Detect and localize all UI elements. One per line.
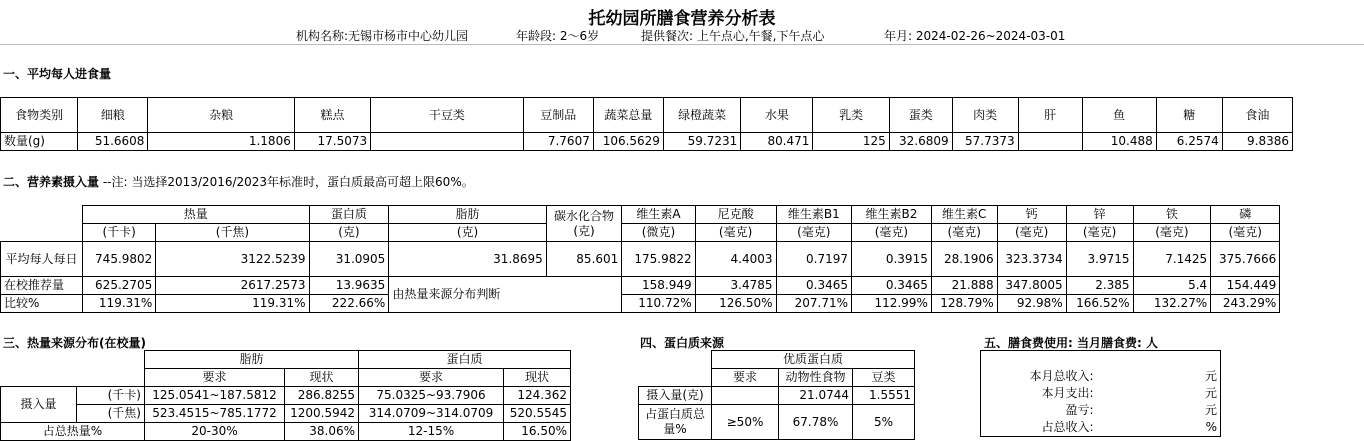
ps-intake-label: 摄入量(克) (639, 387, 712, 405)
fee-pct-value: % (1097, 419, 1221, 437)
ps-animal-header: 动物性食物 (779, 369, 853, 387)
nutrient-unit-2: (毫克) (776, 224, 852, 242)
avg-row-label: 平均每人每日 (1, 242, 83, 277)
heat-header: 热量 (82, 206, 309, 224)
nutrient-unit-0: (微克) (622, 224, 695, 242)
cmp-n-6: 166.52% (1066, 295, 1133, 313)
food-col-8: 乳类 (813, 98, 889, 133)
food-val-11 (1018, 133, 1082, 151)
heat-source-table (0, 350, 571, 441)
rec-n-1: 3.4785 (695, 277, 776, 295)
ps-req-header: 要求 (712, 369, 779, 387)
hs-pro-cur-header: 现状 (504, 369, 571, 387)
fee-expense-value: 元 (1097, 385, 1221, 402)
cmp-n-3: 112.99% (852, 295, 932, 313)
ps-intake-req (712, 387, 779, 405)
rec-n-8: 154.449 (1211, 277, 1280, 295)
divider (0, 44, 1364, 45)
food-col-3: 干豆类 (371, 98, 524, 133)
rec-protein: 13.9635 (309, 277, 389, 295)
fee-expense-label: 本月支出: (981, 385, 1097, 402)
food-col-14: 食油 (1222, 98, 1292, 133)
hs-fat-header: 脂肪 (145, 351, 359, 369)
rec-kj: 2617.2573 (156, 277, 309, 295)
avg-fat: 31.8695 (389, 242, 546, 277)
food-val-8: 125 (813, 133, 889, 151)
fee-income-label: 本月总收入: (981, 368, 1097, 385)
hs-kcal-unit: (千卡) (77, 387, 145, 405)
rec-n-4: 21.888 (931, 277, 997, 295)
section5-title: 五、膳食费使用: 当月膳食费: 人 (984, 336, 1158, 350)
food-col-12: 鱼 (1082, 98, 1156, 133)
nutrient-name-8: 磷 (1211, 206, 1280, 224)
food-col-5: 蔬菜总量 (593, 98, 663, 133)
fee-income-value: 元 (1097, 368, 1221, 385)
cmp-kj: 119.31% (156, 295, 309, 313)
ps-bean-header: 豆类 (853, 369, 915, 387)
heat-source-corner (1, 351, 145, 387)
food-val-4: 7.7607 (523, 133, 593, 151)
avg-n-5: 323.3734 (997, 242, 1066, 277)
avg-n-3: 0.3915 (852, 242, 932, 277)
avg-n-0: 175.9822 (622, 242, 695, 277)
hs-kj-unit: (千焦) (77, 405, 145, 423)
fee-balance-label: 盈亏: (981, 402, 1097, 419)
nutrient-unit-3: (毫克) (852, 224, 932, 242)
avg-carb: 85.601 (546, 242, 622, 277)
nutrient-unit-5: (毫克) (997, 224, 1066, 242)
food-col-7: 水果 (741, 98, 813, 133)
kcal-unit: (千卡) (82, 224, 155, 242)
hs-kcal-pro-cur: 124.362 (504, 387, 571, 405)
avg-n-7: 7.1425 (1133, 242, 1211, 277)
nutrient-name-7: 铁 (1133, 206, 1211, 224)
fat-header: 脂肪 (389, 206, 546, 224)
food-col-11: 肝 (1018, 98, 1082, 133)
carb-header: 碳水化合物(克) (546, 206, 622, 242)
food-val-5: 106.5629 (593, 133, 663, 151)
avg-kcal: 745.9802 (82, 242, 155, 277)
section2-note: --注: 当选择2013/2016/2023年标准时，蛋白质最高可超上限60%。 (99, 175, 474, 189)
protein-unit: (克) (309, 224, 389, 242)
nutrient-name-2: 维生素B1 (776, 206, 852, 224)
fat-note: 由热量来源分布判断 (389, 277, 622, 313)
section4-title: 四、蛋白质来源 (640, 336, 725, 350)
nutrient-name-5: 钙 (997, 206, 1066, 224)
hs-pct-pro-req: 12-15% (359, 423, 504, 441)
food-amount-label: 数量(g) (1, 133, 78, 151)
food-val-6: 59.7231 (663, 133, 740, 151)
hs-fat-req-header: 要求 (145, 369, 285, 387)
meal-fee-table (980, 350, 1221, 437)
food-val-0: 51.6608 (78, 133, 148, 151)
food-val-13: 6.2574 (1156, 133, 1222, 151)
cmp-n-8: 243.29% (1211, 295, 1280, 313)
food-val-1: 1.1806 (148, 133, 294, 151)
rec-n-0: 158.949 (622, 277, 695, 295)
fee-blank (981, 351, 1221, 369)
fat-unit: (克) (389, 224, 546, 242)
food-col-13: 糖 (1156, 98, 1222, 133)
cmp-row-label: 比较% (1, 295, 83, 313)
nutrient-name-1: 尼克酸 (695, 206, 776, 224)
age-range: 年龄段: 2～6岁 (516, 29, 600, 43)
ps-pct-req: ≥50% (712, 405, 779, 440)
cmp-n-4: 128.79% (931, 295, 997, 313)
ps-corner (639, 351, 712, 387)
nutrient-unit-1: (毫克) (695, 224, 776, 242)
nutrient-name-0: 维生素A (622, 206, 695, 224)
hs-pct-label: 占总热量% (1, 423, 145, 441)
food-category-header: 食物类别 (1, 98, 78, 133)
fee-balance-value: 元 (1097, 402, 1221, 419)
hs-fat-cur-header: 现状 (285, 369, 359, 387)
food-val-10: 57.7373 (952, 133, 1018, 151)
ps-pct-animal: 67.78% (779, 405, 853, 440)
protein-header: 蛋白质 (309, 206, 389, 224)
food-val-3 (371, 133, 524, 151)
hs-pct-fat-cur: 38.06% (285, 423, 359, 441)
food-col-6: 绿橙蔬菜 (663, 98, 740, 133)
food-col-2: 糕点 (294, 98, 370, 133)
avg-n-8: 375.7666 (1211, 242, 1280, 277)
hs-kj-fat-cur: 1200.5942 (285, 405, 359, 423)
avg-n-6: 3.9715 (1066, 242, 1133, 277)
nutrient-unit-6: (毫克) (1066, 224, 1133, 242)
food-val-7: 80.471 (741, 133, 813, 151)
hs-kj-pro-req: 314.0709~314.0709 (359, 405, 504, 423)
food-col-9: 蛋类 (889, 98, 952, 133)
ps-quality-header: 优质蛋白质 (712, 351, 915, 369)
cmp-kcal: 119.31% (82, 295, 155, 313)
food-val-14: 9.8386 (1222, 133, 1292, 151)
cmp-protein: 222.66% (309, 295, 389, 313)
food-val-9: 32.6809 (889, 133, 952, 151)
rec-kcal: 625.2705 (82, 277, 155, 295)
ps-pct-bean: 5% (853, 405, 915, 440)
ps-intake-bean: 1.5551 (853, 387, 915, 405)
nutrient-name-3: 维生素B2 (852, 206, 932, 224)
cmp-n-1: 126.50% (695, 295, 776, 313)
food-intake-table (0, 97, 1293, 151)
hs-protein-header: 蛋白质 (359, 351, 571, 369)
avg-n-4: 28.1906 (931, 242, 997, 277)
hs-kcal-pro-req: 75.0325~93.7906 (359, 387, 504, 405)
rec-n-2: 0.3465 (776, 277, 852, 295)
hs-pct-pro-cur: 16.50% (504, 423, 571, 441)
nutrient-corner (1, 206, 83, 242)
page-title: 托幼园所膳食营养分析表 (588, 9, 776, 29)
nutrient-spacer (1280, 206, 1364, 313)
hs-kcal-fat-req: 125.0541~187.5812 (145, 387, 285, 405)
meal-times: 提供餐次: 上午点心,午餐,下午点心 (641, 29, 825, 43)
hs-pro-req-header: 要求 (359, 369, 504, 387)
food-col-10: 肉类 (952, 98, 1018, 133)
nutrient-name-4: 维生素C (931, 206, 997, 224)
hs-pct-fat-req: 20-30% (145, 423, 285, 441)
hs-kj-fat-req: 523.4515~785.1772 (145, 405, 285, 423)
cmp-n-7: 132.27% (1133, 295, 1211, 313)
cmp-n-0: 110.72% (622, 295, 695, 313)
fee-pct-label: 占总收入: (981, 419, 1097, 437)
food-col-4: 豆制品 (523, 98, 593, 133)
cmp-n-2: 207.71% (776, 295, 852, 313)
hs-kj-pro-cur: 520.5545 (504, 405, 571, 423)
rec-n-5: 347.8005 (997, 277, 1066, 295)
protein-source-table (638, 350, 915, 440)
ps-intake-animal: 21.0744 (779, 387, 853, 405)
cmp-n-5: 92.98% (997, 295, 1066, 313)
food-val-12: 10.488 (1082, 133, 1156, 151)
food-col-1: 杂粮 (148, 98, 294, 133)
hs-kcal-fat-cur: 286.8255 (285, 387, 359, 405)
org-name: 机构名称:无锡市杨市中心幼儿园 (296, 29, 469, 43)
avg-kj: 3122.5239 (156, 242, 309, 277)
section2-title: 二、营养素摄入量 (3, 175, 100, 189)
nutrient-name-6: 锌 (1066, 206, 1133, 224)
nutrient-unit-8: (毫克) (1211, 224, 1280, 242)
nutrient-unit-4: (毫克) (931, 224, 997, 242)
rec-n-3: 0.3465 (852, 277, 932, 295)
kj-unit: (千焦) (156, 224, 309, 242)
food-col-0: 细粮 (78, 98, 148, 133)
report-month: 年月: 2024-02-26~2024-03-01 (884, 29, 1066, 43)
hs-intake-label: 摄入量 (1, 387, 77, 423)
ps-pct-label: 占蛋白质总量% (639, 405, 712, 440)
avg-n-1: 4.4003 (695, 242, 776, 277)
nutrient-intake-table (0, 205, 1364, 313)
avg-n-2: 0.7197 (776, 242, 852, 277)
nutrient-unit-7: (毫克) (1133, 224, 1211, 242)
food-val-2: 17.5073 (294, 133, 370, 151)
section1-title: 一、平均每人进食量 (3, 67, 112, 81)
rec-row-label: 在校推荐量 (1, 277, 83, 295)
rec-n-6: 2.385 (1066, 277, 1133, 295)
rec-n-7: 5.4 (1133, 277, 1211, 295)
section3-title: 三、热量来源分布(在校量) (3, 336, 146, 350)
avg-protein: 31.0905 (309, 242, 389, 277)
